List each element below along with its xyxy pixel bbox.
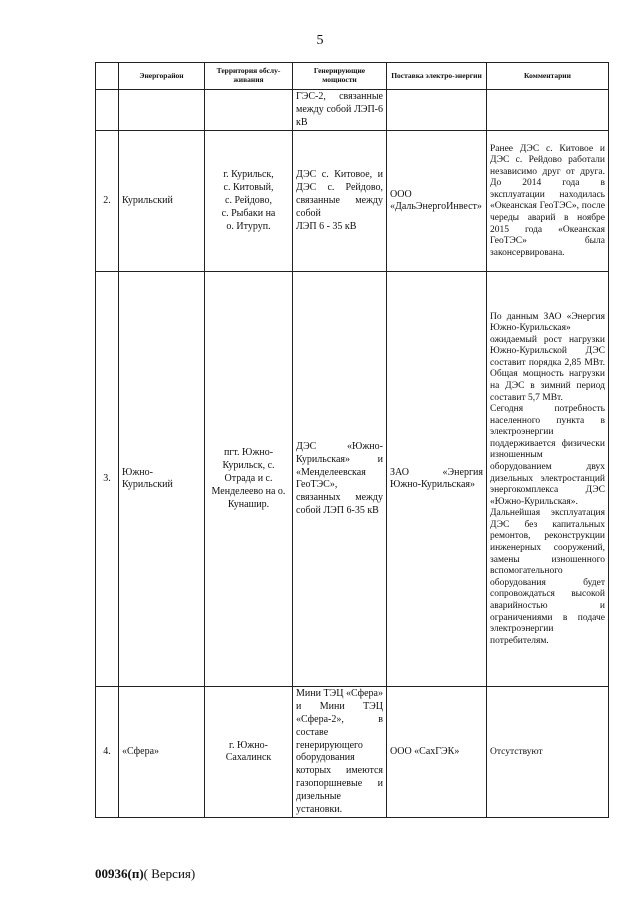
cell-comments	[487, 90, 609, 131]
header-comments: Комментарии	[487, 63, 609, 90]
cell-supply	[387, 90, 487, 131]
cell-generating: ДЭС «Южно-Курильская» и «Менделеевская ГеоТЭС», связанных между собой ЛЭП 6-35 кВ	[293, 272, 387, 687]
table-row	[96, 90, 609, 131]
cell-region: Южно-Курильский	[119, 272, 205, 687]
document-code: 00936(п)	[95, 866, 144, 881]
document-footer	[95, 866, 195, 882]
cell-territory: г. Южно-Сахалинск	[205, 687, 293, 818]
cell-generating: Мини ТЭЦ «Сфера» и Мини ТЭЦ «Сфера-2», в составе генерирующего оборудования которых имеются газопоршневые и дизельные установки.	[293, 687, 387, 818]
cell-supply: ООО «СахГЭК»	[387, 687, 487, 818]
header-region: Энергорайон	[119, 63, 205, 90]
cell-territory: г. Курильск, с. Китовый, с. Рейдово, с. Рыбаки на о. Итуруп.	[205, 131, 293, 272]
header-num	[96, 63, 119, 90]
table-row	[96, 131, 609, 272]
cell-num: 3.	[96, 272, 119, 687]
cell-num	[96, 90, 119, 131]
cell-comments: Ранее ДЭС с. Китовое и ДЭС с. Рейдово работали независимо друг от друга. До 2014 года в эксплуатации находилась «Океанская ГеоТЭС», после череды аварий в ноябре 2015 года «Океанская ГеоТЭС» была законсервирована.	[487, 131, 609, 272]
cell-region	[119, 90, 205, 131]
cell-region: «Сфера»	[119, 687, 205, 818]
table-row	[96, 272, 609, 687]
cell-generating: ГЭС-2, связанные между собой ЛЭП-6 кВ	[293, 90, 387, 131]
cell-num: 2.	[96, 131, 119, 272]
cell-supply: ЗАО «Энергия Южно-Курильская»	[387, 272, 487, 687]
header-supply: Поставка электро-энергии	[387, 63, 487, 90]
header-territory: Территория обслу-живания	[205, 63, 293, 90]
table-header-row	[96, 63, 609, 90]
cell-region: Курильский	[119, 131, 205, 272]
header-generating: Генерирующие мощности	[293, 63, 387, 90]
page-number: 5	[316, 33, 324, 48]
document-version: ( Версия)	[143, 866, 196, 881]
cell-territory: пгт. Южно-Курильск, с. Отрада и с. Менделеево на о. Кунашир.	[205, 272, 293, 687]
energy-districts-table	[95, 62, 609, 818]
cell-generating: ДЭС с. Китовое, и ДЭС с. Рейдово, связанные между собой ЛЭП 6 - 35 кВ	[293, 131, 387, 272]
cell-comments: Отсутствуют	[487, 687, 609, 818]
cell-comments: По данным ЗАО «Энергия Южно-Курильская» ожидаемый рост нагрузки Южно-Курильской ДЭС составит порядка 2,85 МВт. Общая мощность нагрузки на ДЭС в зимний период составит 5,7 МВт. Сегодня потребность населенного пункта в электроэнергии поддерживается физически изношенным оборудованием двух дизельных электростанций энергокомплекса ДЭС «Южно-Курильская». Дальнейшая эксплуатация ДЭС без капитальных ремонтов, реконструкции инженерных сооружений, замены изношенного вспомогательного оборудования будет сопровождаться высокой аварийностью и ограничениями в подаче электроэнергии потребителям.	[487, 272, 609, 687]
table-row	[96, 687, 609, 818]
cell-supply: ООО «ДальЭнергоИнвест»	[387, 131, 487, 272]
cell-territory	[205, 90, 293, 131]
cell-num: 4.	[96, 687, 119, 818]
